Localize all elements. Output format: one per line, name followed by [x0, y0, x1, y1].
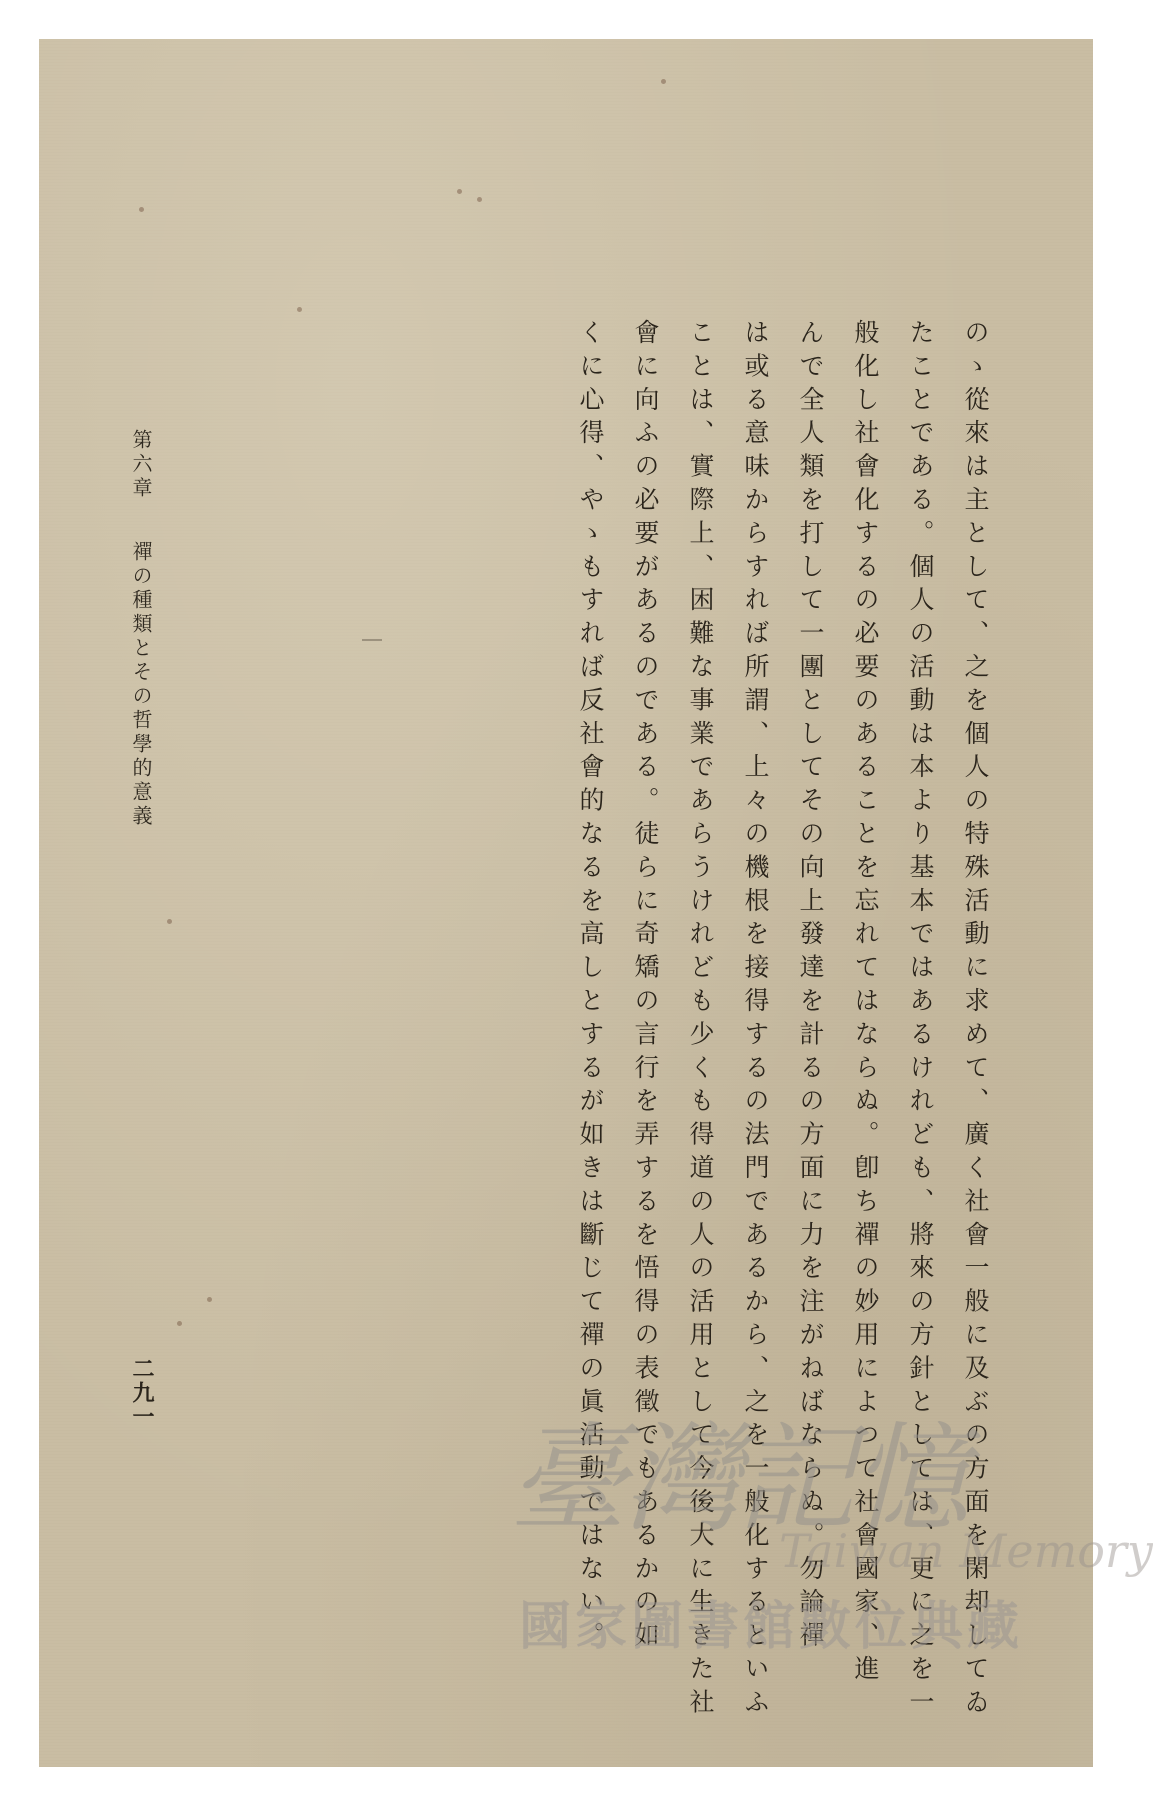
chapter-title: 禪の種類とその哲學的意義	[129, 541, 153, 829]
body-text-line: ことは、實際上、困難な事業であらうけれども少くも得道の人の活用として今後大に生きた社	[686, 319, 715, 1722]
watermark-english: Taiwan Memory	[779, 1524, 1153, 1578]
watermark-library: 國家圖書館數位典藏	[519, 1597, 1024, 1657]
running-header	[127, 429, 156, 829]
paper-speck	[167, 919, 172, 924]
paper-speck	[661, 79, 666, 84]
paper-speck	[477, 197, 482, 202]
paper-speck	[207, 1297, 212, 1302]
watermark-logo: 臺灣記憶	[509, 1410, 966, 1548]
paper-speck	[457, 189, 462, 194]
body-text-line: 般化し社會化するの必要のあることを忘れてはならぬ。卽ち禪の妙用によつて社會國家、進	[851, 319, 880, 1689]
body-text-line: は或る意味からすれば所謂、上々の機根を接得するの法門であるから、之を一般化するといふ	[741, 319, 770, 1722]
body-text-line: たことである。個人の活動は本より基本ではあるけれども、將來の方針としては、更に之を一	[906, 319, 935, 1722]
chapter-number: 第六章	[129, 429, 153, 501]
paper-speck	[139, 207, 144, 212]
body-text-line: 會に向ふの必要があるのである。徒らに奇矯の言行を弄するを悟得の表徵でもあるかの如	[631, 319, 660, 1655]
body-text-line: くに心得、やゝもすれば反社會的なるを高しとするが如きは斷じて禪の眞活動ではない。	[576, 319, 605, 1655]
stray-mark	[362, 639, 382, 641]
book-page	[39, 39, 1153, 1767]
paper-speck	[297, 307, 302, 312]
body-text-line: んで全人類を打して一團としてその向上發達を計るの方面に力を注がねばならぬ。勿論禪	[796, 319, 825, 1655]
paper-speck	[177, 1321, 182, 1326]
body-text-line: のゝ從來は主として、之を個人の特殊活動に求めて、廣く社會一般に及ぶの方面を閑却してゐ	[961, 319, 990, 1722]
page-number: 二九一	[129, 1357, 155, 1429]
